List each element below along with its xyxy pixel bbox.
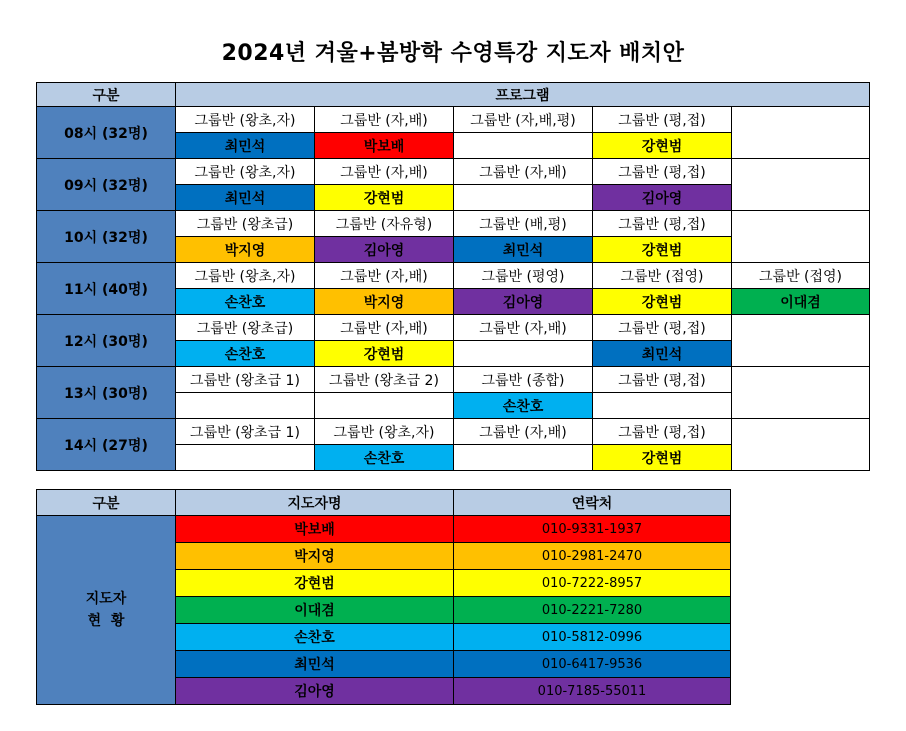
roster-instructor-phone: 010-6417-9536 <box>454 651 731 678</box>
class-cell: 그룹반 (왕초급 2) <box>315 367 454 393</box>
roster-instructor-name: 강현범 <box>176 570 454 597</box>
time-slot-label: 11시 (40명) <box>37 263 176 315</box>
instructor-cell: 손찬호 <box>454 393 593 419</box>
instructor-cell: 강현범 <box>593 289 732 315</box>
instructor-cell: 최민석 <box>454 237 593 263</box>
instructor-cell <box>176 393 315 419</box>
time-slot-label: 09시 (32명) <box>37 159 176 211</box>
schedule-table <box>36 82 870 471</box>
roster-instructor-phone: 010-2981-2470 <box>454 543 731 570</box>
class-cell: 그룹반 (평,접) <box>593 315 732 341</box>
instructor-cell: 김아영 <box>315 237 454 263</box>
instructor-cell <box>732 185 870 211</box>
instructor-cell <box>315 393 454 419</box>
instructor-cell <box>454 445 593 471</box>
schedule-header-category: 구분 <box>37 83 176 107</box>
roster-instructor-name: 박보배 <box>176 516 454 543</box>
class-cell: 그룹반 (종합) <box>454 367 593 393</box>
schedule-class-row <box>37 419 870 445</box>
instructor-cell: 이대겸 <box>732 289 870 315</box>
instructor-cell: 강현범 <box>593 133 732 159</box>
class-cell: 그룹반 (평,접) <box>593 159 732 185</box>
roster-header-contact: 연락처 <box>454 490 731 516</box>
class-cell: 그룹반 (왕초급) <box>176 315 315 341</box>
class-cell: 그룹반 (배,평) <box>454 211 593 237</box>
class-cell: 그룹반 (왕초,자) <box>176 107 315 133</box>
class-cell: 그룹반 (평,접) <box>593 107 732 133</box>
class-cell: 그룹반 (자,배) <box>454 159 593 185</box>
class-cell <box>732 107 870 133</box>
roster-header-name: 지도자명 <box>176 490 454 516</box>
schedule-class-row <box>37 159 870 185</box>
class-cell: 그룹반 (왕초,자) <box>176 263 315 289</box>
instructor-cell <box>732 133 870 159</box>
instructor-cell <box>732 393 870 419</box>
schedule-class-row <box>37 263 870 289</box>
class-cell <box>732 419 870 445</box>
class-cell <box>732 315 870 341</box>
roster-instructor-phone: 010-7222-8957 <box>454 570 731 597</box>
roster-row <box>37 516 731 543</box>
roster-instructor-name: 최민석 <box>176 651 454 678</box>
instructor-cell: 김아영 <box>593 185 732 211</box>
time-slot-label: 08시 (32명) <box>37 107 176 159</box>
instructor-cell <box>732 341 870 367</box>
class-cell <box>732 159 870 185</box>
instructor-cell: 강현범 <box>315 185 454 211</box>
instructor-cell: 최민석 <box>176 185 315 211</box>
roster-instructor-phone: 010-9331-1937 <box>454 516 731 543</box>
instructor-cell: 강현범 <box>593 445 732 471</box>
roster-table <box>36 489 731 705</box>
roster-label <box>37 516 176 705</box>
instructor-cell <box>732 445 870 471</box>
roster-instructor-phone: 010-7185-55011 <box>454 678 731 705</box>
instructor-cell: 손찬호 <box>315 445 454 471</box>
roster-instructor-name: 박지영 <box>176 543 454 570</box>
roster-instructor-name: 이대겸 <box>176 597 454 624</box>
class-cell: 그룹반 (접영) <box>732 263 870 289</box>
class-cell: 그룹반 (왕초급 1) <box>176 419 315 445</box>
page-title: 2024년 겨울+봄방학 수영특강 지도자 배치안 <box>221 41 685 66</box>
roster-instructor-name: 손찬호 <box>176 624 454 651</box>
instructor-cell <box>454 185 593 211</box>
class-cell: 그룹반 (자,배) <box>315 107 454 133</box>
instructor-cell: 손찬호 <box>176 341 315 367</box>
roster-header-category: 구분 <box>37 490 176 516</box>
instructor-cell: 강현범 <box>593 237 732 263</box>
class-cell: 그룹반 (평,접) <box>593 419 732 445</box>
class-cell <box>732 211 870 237</box>
roster-instructor-phone: 010-2221-7280 <box>454 597 731 624</box>
class-cell: 그룹반 (자유형) <box>315 211 454 237</box>
class-cell: 그룹반 (자,배) <box>454 419 593 445</box>
instructor-cell: 김아영 <box>454 289 593 315</box>
class-cell: 그룹반 (자,배) <box>315 263 454 289</box>
time-slot-label: 14시 (27명) <box>37 419 176 471</box>
class-cell: 그룹반 (접영) <box>593 263 732 289</box>
instructor-cell <box>593 393 732 419</box>
schedule-class-row <box>37 367 870 393</box>
schedule-header-program: 프로그램 <box>176 83 870 107</box>
class-cell: 그룹반 (자,배) <box>454 315 593 341</box>
instructor-cell: 최민석 <box>593 341 732 367</box>
instructor-cell: 손찬호 <box>176 289 315 315</box>
time-slot-label: 12시 (30명) <box>37 315 176 367</box>
instructor-cell: 박보배 <box>315 133 454 159</box>
instructor-cell: 최민석 <box>176 133 315 159</box>
instructor-cell: 박지영 <box>176 237 315 263</box>
instructor-cell: 박지영 <box>315 289 454 315</box>
class-cell: 그룹반 (왕초급) <box>176 211 315 237</box>
instructor-cell <box>454 341 593 367</box>
class-cell: 그룹반 (왕초급 1) <box>176 367 315 393</box>
class-cell: 그룹반 (자,배) <box>315 315 454 341</box>
time-slot-label: 13시 (30명) <box>37 367 176 419</box>
schedule-class-row <box>37 107 870 133</box>
instructor-cell <box>732 237 870 263</box>
class-cell: 그룹반 (평,접) <box>593 367 732 393</box>
time-slot-label: 10시 (32명) <box>37 211 176 263</box>
schedule-class-row <box>37 211 870 237</box>
schedule-class-row <box>37 315 870 341</box>
class-cell: 그룹반 (자,배) <box>315 159 454 185</box>
roster-label-line2: 현 황 <box>87 613 125 629</box>
class-cell: 그룹반 (자,배,평) <box>454 107 593 133</box>
class-cell: 그룹반 (왕초,자) <box>315 419 454 445</box>
class-cell: 그룹반 (평영) <box>454 263 593 289</box>
class-cell: 그룹반 (평,접) <box>593 211 732 237</box>
roster-instructor-phone: 010-5812-0996 <box>454 624 731 651</box>
class-cell <box>732 367 870 393</box>
class-cell: 그룹반 (왕초,자) <box>176 159 315 185</box>
instructor-cell <box>454 133 593 159</box>
roster-label-line1: 지도자 <box>85 590 127 607</box>
roster-instructor-name: 김아영 <box>176 678 454 705</box>
instructor-cell <box>176 445 315 471</box>
instructor-cell: 강현범 <box>315 341 454 367</box>
